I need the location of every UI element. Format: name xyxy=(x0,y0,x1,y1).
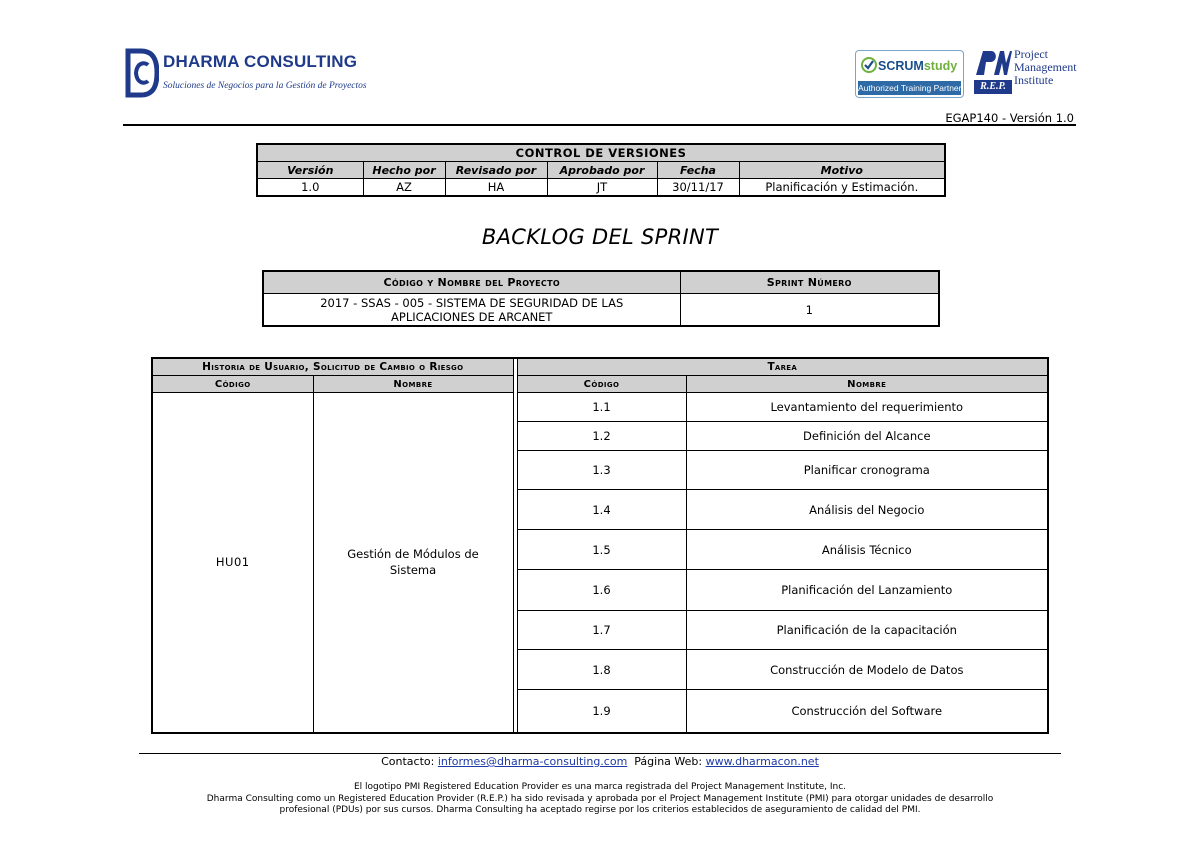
project-column-header: Código y Nombre del Proyecto xyxy=(263,271,680,294)
story-name-header: Nombre xyxy=(313,376,513,393)
task-group-header: Tarea xyxy=(517,358,1048,376)
approver-cell: JT xyxy=(547,179,657,197)
reviewer-cell: HA xyxy=(445,179,547,197)
contact-line xyxy=(0,755,1200,768)
table-row xyxy=(257,179,945,197)
sprint-number-cell: 1 xyxy=(680,294,939,327)
task-code-cell: 1.4 xyxy=(517,490,686,530)
pmi-rep-logo xyxy=(974,48,1078,100)
project-name-cell: 2017 - SSAS - 005 - SISTEMA DE SEGURIDAD DE LAS APLICACIONES DE ARCANET xyxy=(263,294,680,327)
company-name: DHARMA CONSULTING xyxy=(163,52,358,71)
story-code-header: Código xyxy=(152,376,313,393)
email-link[interactable]: informes@dharma-consulting.com xyxy=(437,755,628,768)
scrumstudy-logo xyxy=(855,50,964,98)
sprint-column-header: Sprint Número xyxy=(680,271,939,294)
legal-notice: El logotipo PMI Registered Education Provider es una marca registrada del Project Management Institute, Inc. Dharma Consulting como un Registered Education Provider (R.E.P.) ha sido revisada y aprobada por el Project Management Institute (PMI) para otorgar unidades de desarrollo profesional (PDUs) por sus cursos. Dharma Consulting ha aceptado regirse por los criterios establecidos de aseguramiento de calidad del PMI. xyxy=(206,782,994,815)
task-name-cell: Definición del Alcance xyxy=(686,422,1048,451)
pmi-wordmark: Project Management Institute xyxy=(1014,47,1077,87)
project-info-table xyxy=(262,270,940,327)
rep-badge: R.E.P. xyxy=(974,80,1012,94)
story-name-cell: Gestión de Módulos de Sistema xyxy=(313,393,513,733)
task-name-header: Nombre xyxy=(686,376,1048,393)
column-header: Motivo xyxy=(739,162,945,179)
story-group-header: Historia de Usuario, Solicitud de Cambio o Riesgo xyxy=(152,358,513,376)
reason-cell: Planificación y Estimación. xyxy=(739,179,945,197)
column-header: Versión xyxy=(257,162,363,179)
dharma-consulting-logo xyxy=(125,44,365,104)
web-label: Página Web: xyxy=(634,755,703,768)
task-name-cell: Levantamiento del requerimiento xyxy=(686,393,1048,422)
task-name-cell: Construcción de Modelo de Datos xyxy=(686,650,1048,690)
table-row xyxy=(152,393,1048,422)
column-header: Revisado por xyxy=(445,162,547,179)
header-divider xyxy=(123,124,1076,126)
page-title: BACKLOG DEL SPRINT xyxy=(481,225,719,249)
checkmark-icon xyxy=(861,57,877,73)
date-cell: 30/11/17 xyxy=(657,179,739,197)
task-code-cell: 1.9 xyxy=(517,690,686,733)
sprint-backlog-table xyxy=(151,357,1049,734)
task-name-cell: Planificar cronograma xyxy=(686,451,1048,490)
task-name-cell: Análisis Técnico xyxy=(686,530,1048,570)
author-cell: AZ xyxy=(363,179,445,197)
task-name-cell: Planificación de la capacitación xyxy=(686,611,1048,650)
story-code-cell: HU01 xyxy=(152,393,313,733)
version-cell: 1.0 xyxy=(257,179,363,197)
contact-label: Contacto: xyxy=(381,755,435,768)
document-code: EGAP140 - Versión 1.0 xyxy=(945,111,1074,125)
company-tagline: Soluciones de Negocios para la Gestión de Proyectos xyxy=(163,81,367,91)
authorized-partner-badge: Authorized Training Partner xyxy=(858,83,962,93)
task-name-cell: Planificación del Lanzamiento xyxy=(686,570,1048,611)
task-code-cell: 1.2 xyxy=(517,422,686,451)
column-header: Fecha xyxy=(657,162,739,179)
task-code-cell: 1.8 xyxy=(517,650,686,690)
version-table-title: CONTROL DE VERSIONES xyxy=(257,144,945,162)
task-code-cell: 1.3 xyxy=(517,451,686,490)
task-code-header: Código xyxy=(517,376,686,393)
dharma-logo-mark xyxy=(125,48,159,98)
column-header: Aprobado por xyxy=(547,162,657,179)
column-header: Hecho por xyxy=(363,162,445,179)
version-control-table xyxy=(256,143,946,197)
task-code-cell: 1.1 xyxy=(517,393,686,422)
task-code-cell: 1.5 xyxy=(517,530,686,570)
footer-divider xyxy=(139,753,1061,754)
task-name-cell: Análisis del Negocio xyxy=(686,490,1048,530)
pmi-mark-icon xyxy=(974,49,1012,77)
task-code-cell: 1.6 xyxy=(517,570,686,611)
scrumstudy-wordmark: SCRUMstudy xyxy=(878,59,958,73)
task-code-cell: 1.7 xyxy=(517,611,686,650)
website-link[interactable]: www.dharmacon.net xyxy=(705,755,819,768)
task-name-cell: Construcción del Software xyxy=(686,690,1048,733)
